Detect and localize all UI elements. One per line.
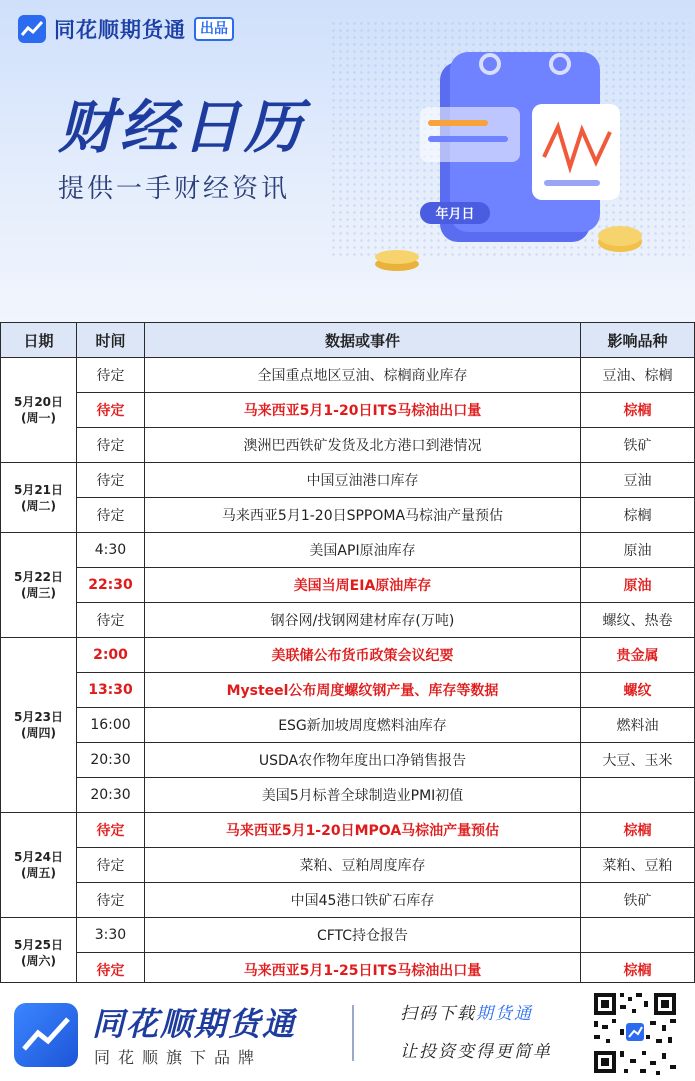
brand	[18, 14, 234, 44]
table-row	[1, 428, 695, 463]
variety-cell: 豆油	[581, 463, 695, 498]
time-cell: 22:30	[77, 568, 145, 603]
table-row	[1, 498, 695, 533]
header-event: 数据或事件	[145, 323, 581, 358]
footer-brand-line: 同花顺旗下品牌	[94, 1048, 263, 1067]
header-time: 时间	[77, 323, 145, 358]
event-cell: 马来西亚5月1-20日ITS马棕油出口量	[145, 393, 581, 428]
calendar-label: 年月日	[435, 207, 475, 222]
variety-cell: 铁矿	[581, 883, 695, 918]
calendar-table	[0, 322, 695, 988]
weekday-label: (周六)	[21, 953, 56, 968]
variety-cell: 菜粕、豆粕	[581, 848, 695, 883]
table-row	[1, 883, 695, 918]
time-cell: 待定	[77, 358, 145, 393]
variety-cell	[581, 918, 695, 953]
date-label: 5月21日	[13, 482, 64, 497]
date-label: 5月22日	[13, 570, 64, 584]
event-cell: 美联储公布货币政策会议纪要	[145, 638, 581, 673]
scan-app-name: 期货通	[476, 1004, 533, 1024]
table-row	[1, 778, 695, 813]
date-cell	[1, 533, 77, 638]
table-row	[1, 638, 695, 673]
app-logo-icon	[14, 1003, 78, 1067]
event-cell: 钢谷网/找钢网建材库存(万吨)	[145, 603, 581, 638]
coins-icon	[372, 242, 422, 272]
time-cell: 待定	[77, 498, 145, 533]
event-cell: 澳洲巴西铁矿发货及北方港口到港情况	[145, 428, 581, 463]
weekday-label: (周二)	[21, 498, 56, 513]
variety-cell	[581, 778, 695, 813]
table-header-row	[1, 323, 695, 358]
event-cell: 美国API原油库存	[145, 533, 581, 568]
date-label: 5月24日	[13, 850, 64, 864]
variety-cell: 棕榈	[581, 498, 695, 533]
table-row	[1, 358, 695, 393]
time-cell: 待定	[77, 603, 145, 638]
table-row	[1, 463, 695, 498]
date-cell	[1, 638, 77, 813]
footer-app-name: 同花顺期货通	[92, 1005, 297, 1043]
time-cell: 20:30	[77, 778, 145, 813]
time-cell: 20:30	[77, 743, 145, 778]
weekday-label: (周一)	[21, 411, 56, 425]
time-cell: 待定	[77, 463, 145, 498]
variety-cell: 大豆、玉米	[581, 743, 695, 778]
event-cell: 菜粕、豆粕周度库存	[145, 848, 581, 883]
time-cell: 待定	[77, 953, 145, 988]
table-row	[1, 743, 695, 778]
table-row	[1, 393, 695, 428]
qr-code-icon[interactable]	[590, 989, 680, 1077]
table-row	[1, 918, 695, 953]
event-cell: 美国当周EIA原油库存	[145, 568, 581, 603]
footer-divider	[352, 1005, 354, 1061]
weekday-label: (周五)	[21, 866, 56, 880]
variety-cell: 原油	[581, 568, 695, 603]
header-banner	[0, 0, 695, 322]
table-body	[1, 358, 695, 988]
variety-cell: 螺纹	[581, 673, 695, 708]
event-cell: 全国重点地区豆油、棕榈商业库存	[145, 358, 581, 393]
table-row	[1, 813, 695, 848]
page-subtitle: 提供一手财经资讯	[58, 174, 291, 204]
date-cell	[1, 358, 77, 463]
date-cell	[1, 918, 77, 988]
time-cell: 16:00	[77, 708, 145, 743]
footer-scan-text	[400, 999, 533, 1024]
date-cell	[1, 463, 77, 533]
brand-name: 同花顺期货通	[54, 18, 186, 42]
weekday-label: (周四)	[21, 726, 56, 740]
time-cell: 4:30	[77, 533, 145, 568]
header-variety: 影响品种	[581, 323, 695, 358]
time-cell: 待定	[77, 848, 145, 883]
date-cell	[1, 813, 77, 918]
event-cell: 马来西亚5月1-20日SPPOMA马棕油产量预估	[145, 498, 581, 533]
variety-cell: 铁矿	[581, 428, 695, 463]
table-row	[1, 708, 695, 743]
time-cell: 13:30	[77, 673, 145, 708]
table-row	[1, 568, 695, 603]
brand-tag: 出品	[194, 17, 234, 41]
footer-slogan: 让投资变得更简单	[400, 1042, 552, 1062]
table-row	[1, 673, 695, 708]
table-row	[1, 603, 695, 638]
event-cell: ESG新加坡周度燃料油库存	[145, 708, 581, 743]
header-date: 日期	[1, 323, 77, 358]
event-cell: 中国豆油港口库存	[145, 463, 581, 498]
table-row	[1, 533, 695, 568]
brand-logo-icon	[18, 15, 46, 43]
time-cell: 待定	[77, 813, 145, 848]
time-cell: 待定	[77, 393, 145, 428]
table-row	[1, 848, 695, 883]
variety-cell: 燃料油	[581, 708, 695, 743]
time-cell: 待定	[77, 428, 145, 463]
event-cell: 中国45港口铁矿石库存	[145, 883, 581, 918]
scan-prefix: 扫码下载	[400, 1004, 476, 1024]
variety-cell: 贵金属	[581, 638, 695, 673]
time-cell: 2:00	[77, 638, 145, 673]
variety-cell: 棕榈	[581, 813, 695, 848]
event-cell: Mysteel公布周度螺纹钢产量、库存等数据	[145, 673, 581, 708]
event-cell: CFTC持仓报告	[145, 918, 581, 953]
event-cell: 马来西亚5月1-20日MPOA马棕油产量预估	[145, 813, 581, 848]
time-cell: 3:30	[77, 918, 145, 953]
footer	[0, 982, 695, 1081]
event-cell: 马来西亚5月1-25日ITS马棕油出口量	[145, 953, 581, 988]
page-title: 财经日历	[58, 93, 307, 161]
variety-cell: 棕榈	[581, 393, 695, 428]
weekday-label: (周三)	[21, 586, 56, 600]
event-cell: USDA农作物年度出口净销售报告	[145, 743, 581, 778]
date-label: 5月20日	[13, 395, 64, 409]
event-cell: 美国5月标普全球制造业PMI初值	[145, 778, 581, 813]
date-label: 5月25日	[13, 937, 64, 952]
variety-cell: 豆油、棕榈	[581, 358, 695, 393]
date-label: 5月23日	[13, 710, 64, 724]
variety-cell: 螺纹、热卷	[581, 603, 695, 638]
variety-cell: 棕榈	[581, 953, 695, 988]
variety-cell: 原油	[581, 533, 695, 568]
time-cell: 待定	[77, 883, 145, 918]
calendar-illustration-icon	[420, 52, 650, 262]
